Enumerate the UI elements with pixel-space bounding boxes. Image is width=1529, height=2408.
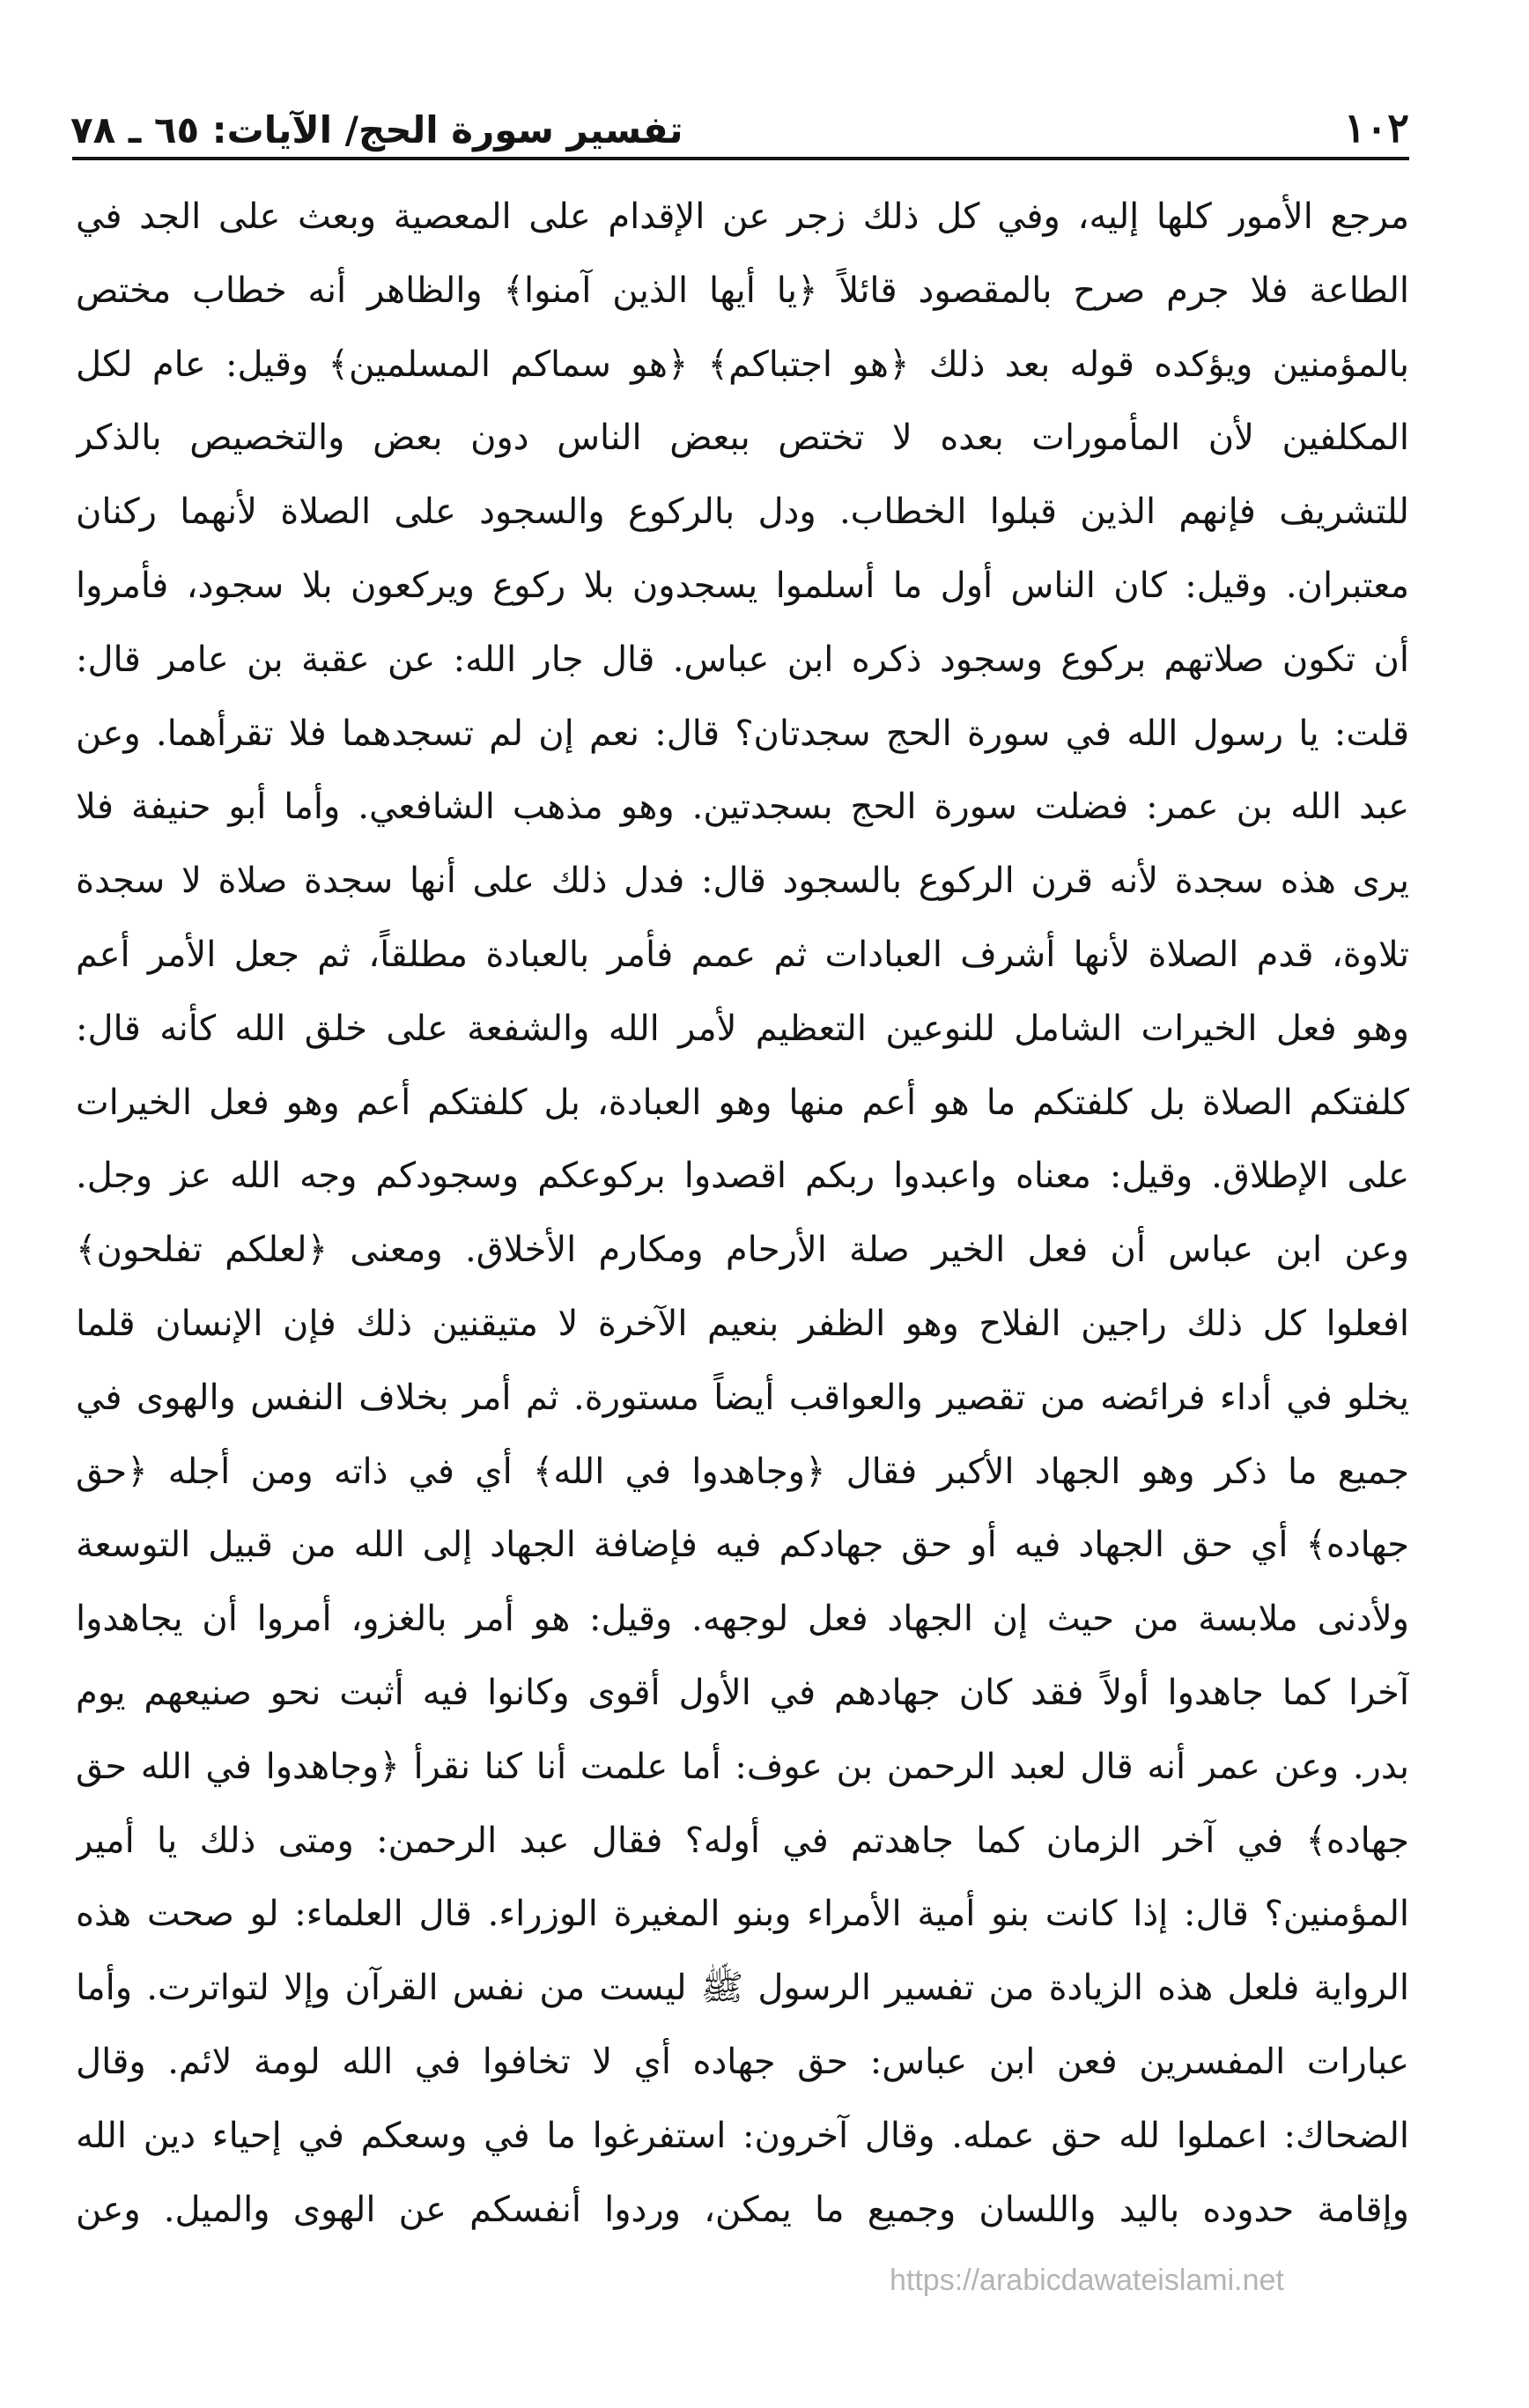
text-line: وعن ابن عباس أن فعل الخير صلة الأرحام ومكارم الأخلاق. ومعنى ﴿لعلكم تفلحون﴾ (76, 1230, 1409, 1271)
text-line: الضحاك: اعملوا لله حق عمله. وقال آخرون: استفرغوا ما في وسعكم في إحياء دين الله (76, 2115, 1409, 2156)
text-line: يرى هذه سجدة لأنه قرن الركوع بالسجود قال: فدل ذلك على أنها سجدة صلاة لا سجدة (76, 861, 1409, 902)
body-text (76, 181, 1409, 2247)
text-line: جميع ما ذكر وهو الجهاد الأكبر فقال ﴿وجاهدوا في الله﴾ أي في ذاته ومن أجله ﴿حق (76, 1451, 1409, 1492)
text-line: ولأدنى ملابسة من حيث إن الجهاد فعل لوجهه. وقيل: هو أمر بالغزو، أمروا أن يجاهدوا (76, 1599, 1409, 1640)
text-line: بدر. وعن عمر أنه قال لعبد الرحمن بن عوف: أما علمت أنا كنا نقرأ ﴿وجاهدوا في الله حق (76, 1746, 1409, 1787)
text-line: عبد الله بن عمر: فضلت سورة الحج بسجدتين. وهو مذهب الشافعي. وأما أبو حنيفة فلا (76, 787, 1409, 828)
text-line: المؤمنين؟ قال: إذا كانت بنو أمية الأمراء وبنو المغيرة الوزراء. قال العلماء: لو صحت هذه (76, 1894, 1409, 1935)
text-line: بالمؤمنين ويؤكده قوله بعد ذلك ﴿هو اجتباكم﴾ ﴿هو سماكم المسلمين﴾ وقيل: عام لكل (76, 343, 1409, 385)
text-line: آخرا كما جاهدوا أولاً فقد كان جهادهم في الأول أقوى وكانوا فيه أثبت نحو صنيعهم يوم (76, 1672, 1409, 1713)
text-line: عبارات المفسرين فعن ابن عباس: حق جهاده أي لا تخافوا في الله لومة لائم. وقال (76, 2041, 1409, 2082)
text-line: على الإطلاق. وقيل: معناه واعبدوا ربكم اقصدوا بركوعكم وسجودكم وجه الله عز وجل. (76, 1156, 1409, 1197)
page-header (70, 81, 1409, 151)
text-line: جهاده﴾ أي حق الجهاد فيه أو حق جهادكم فيه فإضافة الجهاد إلى الله من قبيل التوسعة (76, 1525, 1409, 1566)
text-line: مرجع الأمور كلها إليه، وفي كل ذلك زجر عن الإقدام على المعصية وبعث على الجد في (76, 196, 1409, 237)
text-line: معتبران. وقيل: كان الناس أول ما أسلموا يسجدون بلا ركوع ويركعون بلا سجود، فأمروا (76, 565, 1409, 606)
text-line: كلفتكم الصلاة بل كلفتكم ما هو أعم منها وهو العبادة، بل كلفتكم أعم وهو فعل الخيرات (76, 1082, 1409, 1123)
text-line: يخلو في أداء فرائضه من تقصير والعواقب أيضاً مستورة. ثم أمر بخلاف النفس والهوى في (76, 1377, 1409, 1418)
text-line: المكلفين لأن المأمورات بعده لا تختص ببعض الناس دون بعض والتخصيص بالذكر (76, 417, 1409, 459)
text-line: جهاده﴾ في آخر الزمان كما جاهدتم في أوله؟ فقال عبد الرحمن: ومتى ذلك يا أمير (76, 1820, 1409, 1861)
running-title: تفسير سورة الحج/ الآيات: ٦٥ ـ ٧٨ (70, 108, 683, 151)
text-line: وهو فعل الخيرات الشامل للنوعين التعظيم لأمر الله والشفعة على خلق الله كأنه قال: (76, 1008, 1409, 1049)
text-line: افعلوا كل ذلك راجين الفلاح وهو الظفر بنعيم الآخرة لا متيقنين ذلك فإن الإنسان قلما (76, 1303, 1409, 1344)
page-number: ١٠٢ (1343, 104, 1409, 151)
text-line: الطاعة فلا جرم صرح بالمقصود قائلاً ﴿يا أيها الذين آمنوا﴾ والظاهر أنه خطاب مختص (76, 270, 1409, 311)
text-line: أن تكون صلاتهم بركوع وسجود ذكره ابن عباس. قال جار الله: عن عقبة بن عامر قال: (76, 639, 1409, 680)
text-line: تلاوة، قدم الصلاة لأنها أشرف العبادات ثم عمم فأمر بالعبادة مطلقاً، ثم جعل الأمر أعم (76, 934, 1409, 975)
text-line: للتشريف فإنهم الذين قبلوا الخطاب. ودل بالركوع والسجود على الصلاة لأنهما ركنان (76, 491, 1409, 533)
text-line: قلت: يا رسول الله في سورة الحج سجدتان؟ قال: نعم إن لم تسجدهما فلا تقرأهما. وعن (76, 713, 1409, 754)
header-rule (72, 157, 1409, 160)
text-line: الرواية فلعل هذه الزيادة من تفسير الرسول ﷺ ليست من نفس القرآن وإلا لتواترت. وأما (76, 1968, 1409, 2009)
text-line: وإقامة حدوده باليد واللسان وجميع ما يمكن، وردوا أنفسكم عن الهوى والميل. وعن (76, 2189, 1409, 2230)
watermark-url: https://arabicdawateislami.net (890, 2264, 1284, 2297)
